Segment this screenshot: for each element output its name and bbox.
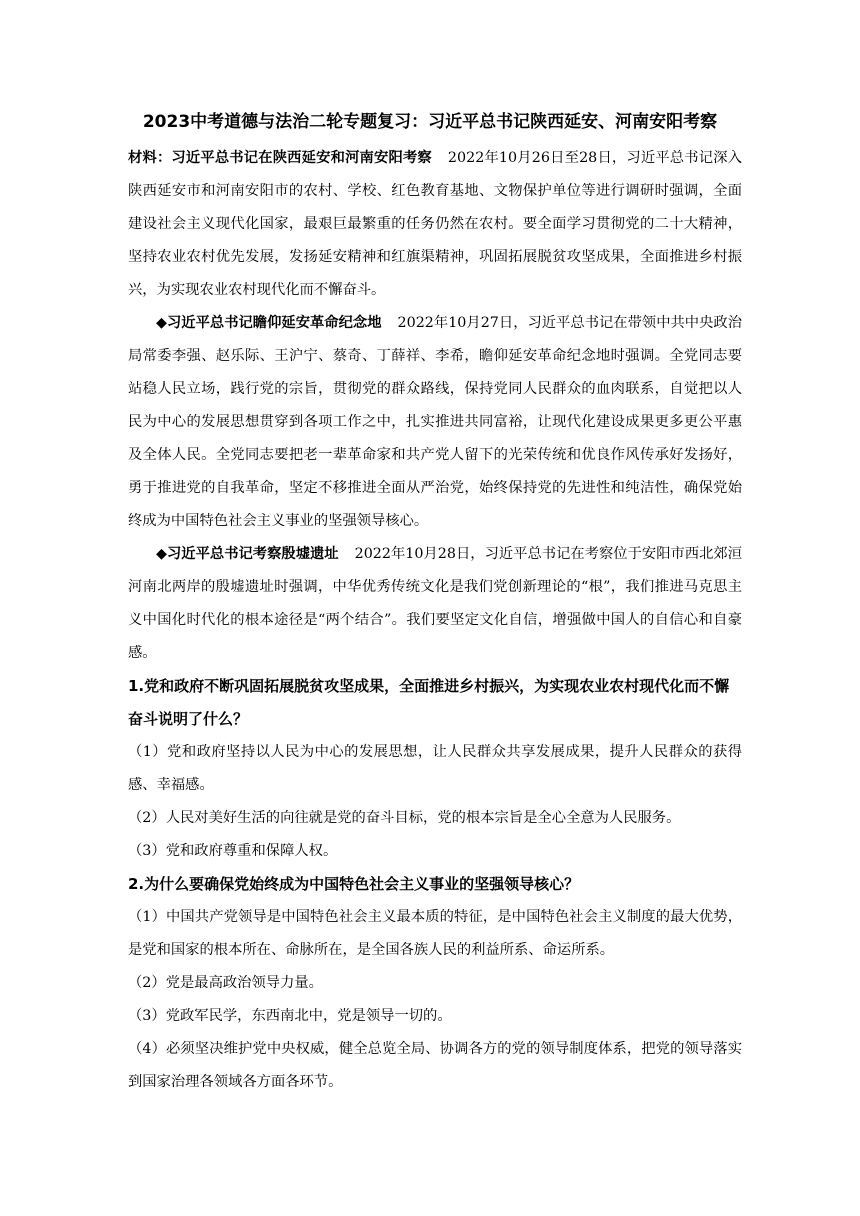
question-1: 1.党和政府不断巩固拓展脱贫攻坚成果，全面推进乡村振兴，为实现农业农村现代化而不懈奋斗说明了什么？ — [128, 677, 730, 728]
material-heading: 材料：习近平总书记在陕西延安和河南安阳考察 — [128, 150, 432, 166]
document-body — [128, 142, 742, 1099]
answer-item: （1）中国共产党领导是中国特色社会主义最本质的特征，是中国特色社会主义制度的最大优势，是党和国家的根本所在、命脉所在，是全国各族人民的利益所系、命运所系。 — [128, 909, 742, 958]
page-title: 2023中考道德与法治二轮专题复习：习近平总书记陕西延安、河南安阳考察 — [142, 112, 718, 132]
section-paragraph-yinxu — [128, 538, 742, 670]
answer-item: （1）党和政府坚持以人民为中心的发展思想，让人民群众共享发展成果，提升人民群众的获得感、幸福感。 — [128, 744, 742, 793]
section-heading: ◆习近平总书记瞻仰延安革命纪念地 — [156, 315, 382, 331]
answer-item: （3）党和政府尊重和保障人权。 — [128, 843, 338, 859]
section-text: 2022年10月28日，习近平总书记在考察位于安阳市西北郊洹河南北两岸的殷墟遗址时强调，中华优秀传统文化是我们党创新理论的“根”，我们推进马克思主义中国化时代化的根本途径是“两个结合”。我们要坚定文化自信，增强做中国人的自信心和自豪感。 — [128, 546, 742, 661]
material-text: 2022年10月26日至28日，习近平总书记深入陕西延安市和河南安阳市的农村、学校、红色教育基地、文物保护单位等进行调研时强调，全面建设社会主义现代化国家，最艰巨最繁重的任务仍然在农村。要全面学习贯彻党的二十大精神，坚持农业农村优先发展，发扬延安精神和红旗渠精神，巩固拓展脱贫攻坚成果，全面推进乡村振兴，为实现农业农村现代化而不懈奋斗。 — [128, 150, 742, 298]
answer-item: （2）党是最高政治领导力量。 — [128, 975, 323, 991]
question-2: 2.为什么要确保党始终成为中国特色社会主义事业的坚强领导核心？ — [128, 875, 580, 893]
answer-item: （4）必须坚决维护党中央权威，健全总览全局、协调各方的党的领导制度体系，把党的领导落实到国家治理各领域各方面各环节。 — [128, 1041, 742, 1090]
section-text: 2022年10月27日，习近平总书记在带领中共中央政治局常委李强、赵乐际、王沪宁、蔡奇、丁薛祥、李希，瞻仰延安革命纪念地时强调。全党同志要站稳人民立场，践行党的宗旨，贯彻党的群众路线，保持党同人民群众的血肉联系，自觉把以人民为中心的发展思想贯穿到各项工作之中，扎实推进共同富裕，让现代化建设成果更多更公平惠及全体人民。全党同志要把老一辈革命家和共产党人留下的光荣传统和优良作风传承好发扬好，勇于推进党的自我革命，坚定不移推进全面从严治党，始终保持党的先进性和纯洁性，确保党始终成为中国特色社会主义事业的坚强领导核心。 — [128, 315, 742, 529]
answer-item: （2）人民对美好生活的向往就是党的奋斗目标，党的根本宗旨是全心全意为人民服务。 — [128, 810, 681, 826]
material-paragraph — [128, 142, 742, 307]
section-heading: ◆习近平总书记考察殷墟遗址 — [156, 546, 339, 562]
answer-item: （3）党政军民学，东西南北中，党是领导一切的。 — [128, 1008, 452, 1024]
section-paragraph-yanan — [128, 307, 742, 538]
